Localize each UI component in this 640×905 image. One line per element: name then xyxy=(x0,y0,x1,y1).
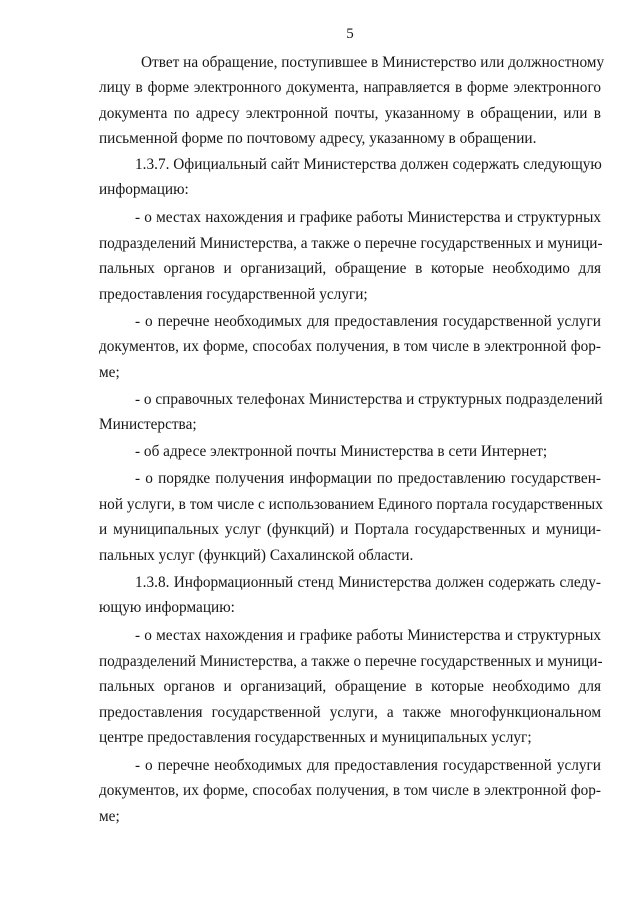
text-line: - о перечне необходимых для предоставления государственной услуги xyxy=(135,313,601,330)
text-line: подразделений Министерства, а также о перечне государственных и муници- xyxy=(99,653,603,670)
text-line: документов, их форме, способах получения, в том числе в электронной фор- xyxy=(99,782,601,799)
text-line: пальных органов и организаций, обращение в которые необходимо для xyxy=(99,678,601,695)
text-line: документов, их форме, способах получения, в том числе в электронной фор- xyxy=(99,338,601,355)
text-line: Министерства; xyxy=(99,416,197,433)
text-line: - о местах нахождения и графике работы Министерства и структурных xyxy=(135,627,601,644)
text-line: - о местах нахождения и графике работы Министерства и структурных xyxy=(135,209,601,226)
text-line: ме; xyxy=(99,808,120,825)
text-line: пальных услуг (функций) Сахалинской области. xyxy=(99,547,414,564)
text-line: предоставления государственной услуги; xyxy=(99,286,368,303)
text-line: ме; xyxy=(99,364,120,381)
text-line: Ответ на обращение, поступившее в Министерство или должностному xyxy=(141,54,605,71)
text-line: письменной форме по почтовому адресу, указанному в обращении. xyxy=(99,130,537,147)
text-line: - о перечне необходимых для предоставления государственной услуги xyxy=(135,757,601,774)
text-line: - об адресе электронной почты Министерства в сети Интернет; xyxy=(135,443,548,460)
text-line: пальных органов и организаций, обращение в которые необходимо для xyxy=(99,260,601,277)
text-line: информацию: xyxy=(99,181,189,198)
text-line: 1.3.7. Официальный сайт Министерства должен содержать следующую xyxy=(135,156,602,173)
text-line: подразделений Министерства, а также о перечне государственных и муници- xyxy=(99,235,603,252)
text-line: ющую информацию: xyxy=(99,599,235,616)
text-line: документа по адресу электронной почты, указанному в обращении, или в xyxy=(99,105,601,122)
text-line: - о справочных телефонах Министерства и структурных подразделений xyxy=(135,391,603,408)
text-line: 1.3.8. Информационный стенд Министерства должен содержать следу- xyxy=(135,574,601,591)
text-line: ной услуги, в том числе с использованием Единого портала государственных xyxy=(99,496,603,513)
page-number: 5 xyxy=(346,26,354,42)
text-line: и муниципальных услуг (функций) и Портала государственных и муници- xyxy=(99,521,601,538)
text-line: - о порядке получения информации по предоставлению государствен- xyxy=(135,470,601,487)
text-line: предоставления государственной услуги, а также многофункциональном xyxy=(99,704,601,721)
text-line: лицу в форме электронного документа, направляется в форме электронного xyxy=(99,79,601,96)
text-line: центре предоставления государственных и муниципальных услуг; xyxy=(99,729,532,746)
